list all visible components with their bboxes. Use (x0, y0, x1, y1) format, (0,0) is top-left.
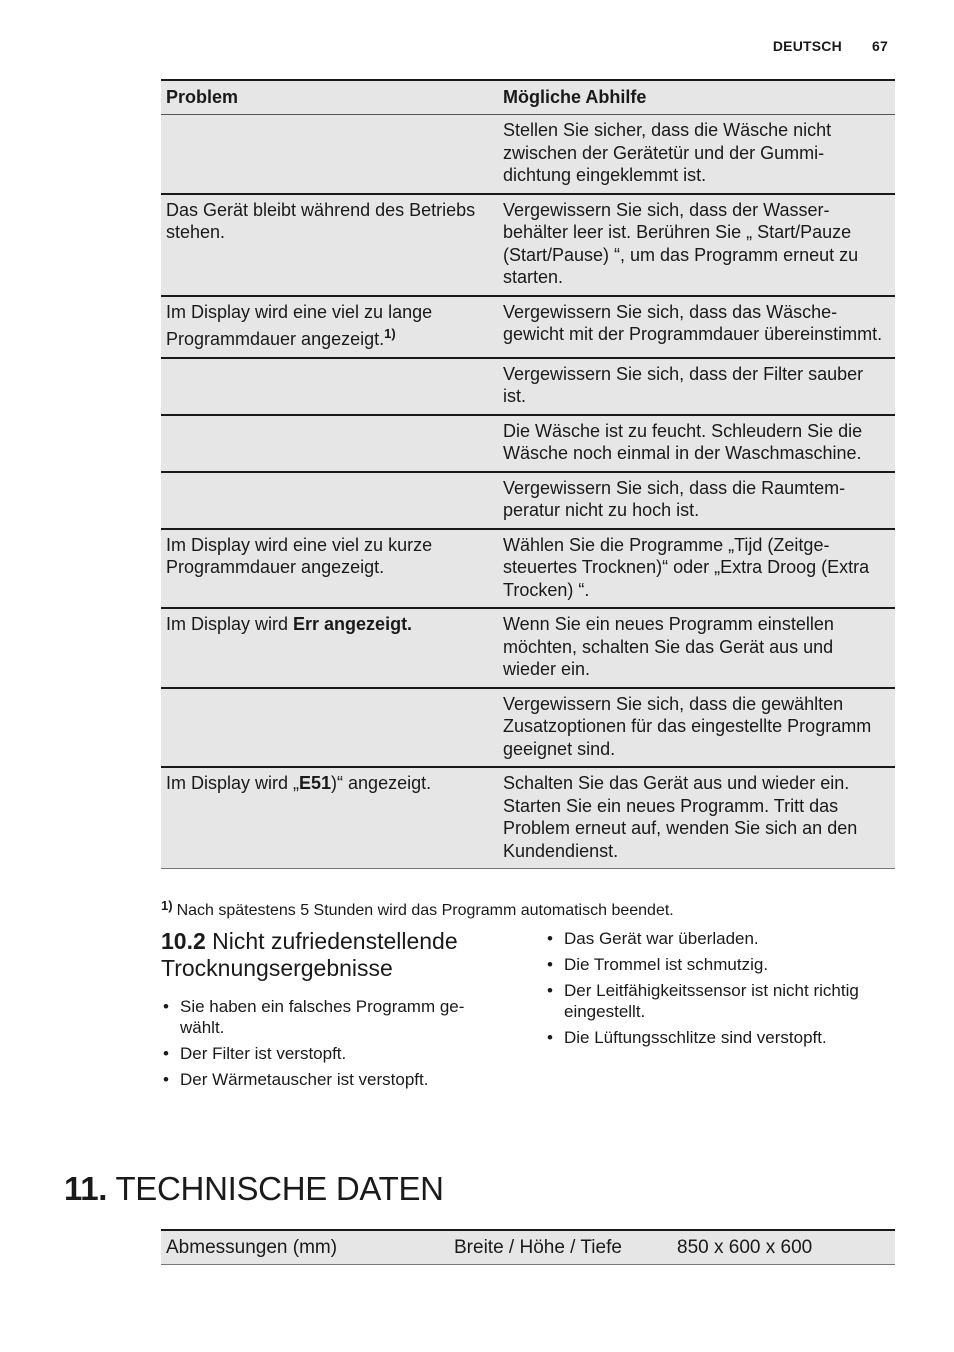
table-row (161, 358, 895, 415)
table-row (161, 529, 895, 609)
problem-cell: Im Display wird eine viel zu kurze Programmdauer angezeigt. (161, 529, 498, 609)
column-header-solution: Mögliche Abhilfe (498, 80, 895, 115)
problem-cell (161, 767, 498, 869)
solution-cell: Vergewissern Sie sich, dass die Raumtemperatur nicht zu hoch ist. (498, 472, 895, 529)
footnote-text: Nach spätestens 5 Stunden wird das Programm automatisch beendet. (176, 902, 674, 919)
page-number: 67 (872, 38, 888, 54)
list-item: • Die Trommel ist schmutzig. (545, 954, 895, 975)
solution-cell: Vergewissern Sie sich, dass die gewählten Zusatzoptionen für das eingestellte Programm geeignet sind. (498, 688, 895, 768)
list-item: • Der Leitfähigkeitssensor ist nicht richtig eingestellt. (545, 980, 895, 1022)
list-item: • Das Gerät war überladen. (545, 928, 895, 949)
causes-list-right (545, 928, 895, 1053)
problem-cell (161, 608, 498, 688)
page-header (773, 38, 888, 54)
solution-cell: Vergewissern Sie sich, dass der Wasserbehälter leer ist. Berühren Sie „ Start/Pauze (Start/Pause) “, um das Programm erneut zu starten. (498, 194, 895, 296)
table-row (161, 194, 895, 296)
table-row (161, 115, 895, 194)
table-row (161, 767, 895, 869)
table-header-row (161, 80, 895, 115)
error-code: Err angezeigt. (293, 614, 413, 634)
problem-cell: Das Gerät bleibt während des Betriebs stehen. (161, 194, 498, 296)
table-row (161, 415, 895, 472)
list-item: • Die Lüftungsschlitze sind verstopft. (545, 1027, 895, 1048)
table-row (161, 296, 895, 358)
solution-cell: Wählen Sie die Programme „Tijd (Zeitgesteuertes Trocknen)“ oder „Extra Droog (Extra Trocken) “. (498, 529, 895, 609)
solution-cell: Vergewissern Sie sich, dass der Filter sauber ist. (498, 358, 895, 415)
list-item: • Der Wärmetauscher ist verstopft. (161, 1069, 501, 1090)
problem-text: Im Display wird eine viel zu lange Programmdauer angezeigt. (166, 301, 433, 349)
table-row (161, 472, 895, 529)
problem-cell (161, 358, 498, 415)
footnote-marker: 1) (161, 898, 173, 913)
solution-cell: Schalten Sie das Gerät aus und wieder ein. Starten Sie ein neues Programm. Tritt das Problem erneut auf, wenden Sie sich an den Kundendienst. (498, 767, 895, 869)
list-item: • Sie haben ein falsches Programm gewählt. (161, 996, 501, 1038)
spec-label: Abmessungen (mm) (166, 1237, 338, 1258)
problem-text: Im Display wird „ (166, 773, 300, 793)
section-title: Nicht zufriedenstellende Trocknungsergebnisse (161, 928, 458, 981)
error-code: E51 (299, 773, 332, 793)
problem-cell (161, 472, 498, 529)
column-header-problem: Problem (161, 80, 498, 115)
troubleshooting-table (161, 79, 895, 869)
footnote-marker: 1) (384, 326, 396, 341)
solution-cell: Wenn Sie ein neues Programm einstellen möchten, schalten Sie das Gerät aus und wieder ein. (498, 608, 895, 688)
spec-dimension-names: Breite / Höhe / Tiefe (454, 1237, 622, 1258)
section-number: 10.2 (161, 928, 206, 954)
table-row (161, 688, 895, 768)
table-footnote (161, 898, 674, 920)
problem-cell (161, 688, 498, 768)
list-item: • Der Filter ist verstopft. (161, 1043, 501, 1064)
specs-table-row (161, 1229, 895, 1265)
problem-cell (161, 296, 498, 358)
section-heading (161, 928, 521, 982)
problem-cell (161, 415, 498, 472)
problem-text: Im Display wird (166, 614, 294, 634)
problem-cell (161, 115, 498, 194)
solution-cell: Vergewissern Sie sich, dass das Wäschegewicht mit der Programmdauer übereinstimmt. (498, 296, 895, 358)
solution-cell: Die Wäsche ist zu feucht. Schleudern Sie die Wäsche noch einmal in der Waschmaschine. (498, 415, 895, 472)
spec-value: 850 x 600 x 600 (677, 1237, 813, 1258)
table-row (161, 608, 895, 688)
chapter-number: 11. (64, 1170, 108, 1207)
header-language: DEUTSCH (772, 38, 842, 54)
causes-list-left (161, 996, 501, 1095)
chapter-heading (64, 1170, 444, 1208)
chapter-title: TECHNISCHE DATEN (115, 1170, 444, 1207)
problem-text-end: )“ angezeigt. (331, 773, 432, 793)
solution-cell: Stellen Sie sicher, dass die Wäsche nicht zwischen der Gerätetür und der Gummidichtung eingeklemmt ist. (498, 115, 895, 194)
